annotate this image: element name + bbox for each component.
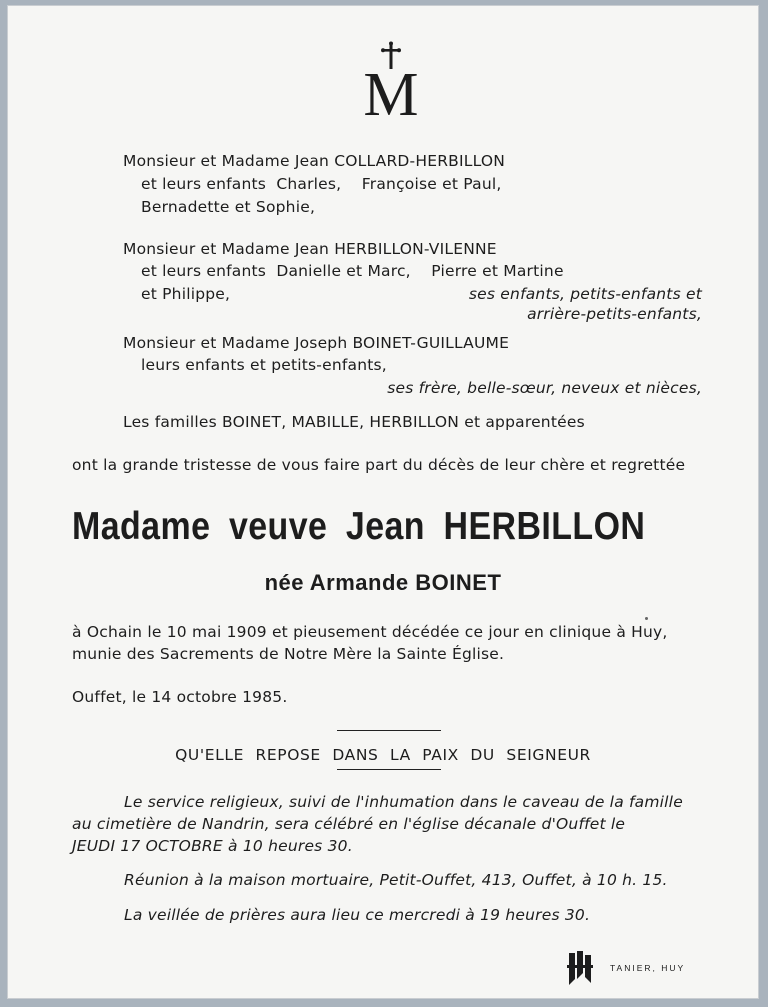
family-2-relation-2: arrière-petits-enfants,	[527, 305, 702, 323]
deceased-name: Madame veuve Jean HERBILLON	[72, 505, 646, 548]
motto-bottom-rule	[337, 769, 441, 770]
family-2-line-1: Monsieur et Madame Jean HERBILLON-VILENNE	[123, 240, 497, 258]
family-1-line-3: Bernadette et Sophie,	[141, 198, 316, 216]
paper-speck	[645, 617, 648, 620]
service-line-1: Le service religieux, suivi de l'inhumation dans le caveau de la famille	[124, 793, 683, 811]
family-2-line-3: et Philippe,	[141, 285, 231, 303]
family-3-relation: ses frère, belle-sœur, neveux et nièces,	[387, 379, 702, 397]
family-1-line-2: et leurs enfants Charles, Françoise et Paul,	[141, 175, 502, 193]
sacraments-line: munie des Sacrements de Notre Mère la Sainte Église.	[72, 645, 505, 663]
family-2-line-2: et leurs enfants Danielle et Marc, Pierre et Martine	[141, 262, 564, 280]
death-notice-card	[7, 5, 759, 999]
printer-name: TANIER, HUY	[610, 963, 686, 973]
monogram-letter: M	[363, 61, 419, 121]
family-1-line-1: Monsieur et Madame Jean COLLARD-HERBILLON	[123, 152, 506, 170]
place-and-date: Ouffet, le 14 octobre 1985.	[72, 688, 288, 706]
motto: QU'ELLE REPOSE DANS LA PAIX DU SEIGNEUR	[175, 746, 591, 764]
family-3-line-2: leurs enfants et petits-enfants,	[141, 356, 387, 374]
cross-icon	[351, 41, 431, 121]
birth-death-details: à Ochain le 10 mai 1909 et pieusement décédée ce jour en clinique à Huy,	[72, 623, 668, 641]
motto-top-rule	[337, 730, 441, 731]
service-line-3: JEUDI 17 OCTOBRE à 10 heures 30.	[72, 837, 353, 855]
reunion-info: Réunion à la maison mortuaire, Petit-Ouffet, 413, Ouffet, à 10 h. 15.	[124, 871, 668, 889]
family-2-relation-1: ses enfants, petits-enfants et	[468, 285, 702, 303]
service-line-2: au cimetière de Nandrin, sera célébré en l'église décanale d'Ouffet le	[72, 815, 626, 833]
announcement-text: ont la grande tristesse de vous faire part du décès de leur chère et regrettée	[72, 456, 686, 474]
family-3-line-1: Monsieur et Madame Joseph BOINET-GUILLAUME	[123, 334, 510, 352]
printer-logo-icon	[565, 949, 595, 989]
extended-families: Les familles BOINET, MABILLE, HERBILLON et apparentées	[123, 413, 585, 431]
marian-monogram-logo	[351, 41, 431, 121]
deceased-maiden-name: née Armande BOINET	[264, 570, 502, 595]
vigil-info: La veillée de prières aura lieu ce mercredi à 19 heures 30.	[124, 906, 591, 924]
